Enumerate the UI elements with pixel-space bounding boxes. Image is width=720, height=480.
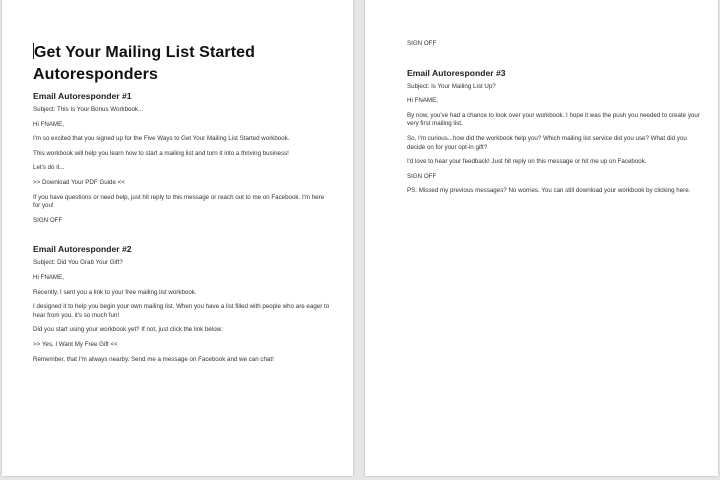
autoresponder-1-greeting: Hi FNAME, [33,120,64,128]
autoresponder-3-paragraph-2: So, I'm curious...how did the workbook help you? Which mailing list service did you use? What did you decide on for your opt-in gift? [407,134,687,151]
autoresponder-1-paragraph-3: Let's do it... [33,164,65,172]
autoresponder-2-paragraph-5: Remember, that I'm always nearby. Send me a message on Facebook and we can chat! [33,355,274,363]
autoresponder-3-greeting: Hi FNAME, [407,97,438,105]
autoresponder-2-heading: Email Autoresponder #2 [33,244,132,255]
autoresponder-1-signoff: SIGN OFF [33,216,63,224]
document-title-text: Get Your Mailing List Started Autoresponders [33,44,256,83]
autoresponder-3-signoff: SIGN OFF [407,172,437,180]
autoresponder-2-subject: Subject: Did You Grab Your Gift? [33,259,123,267]
autoresponder-1-paragraph-2: This workbook will help you learn how to start a mailing list and turn it into a thriving business! [33,149,289,157]
document-page-1[interactable] [2,0,353,476]
autoresponder-3-subject: Subject: Is Your Mailing List Up? [407,82,496,90]
autoresponder-2-paragraph-2: I designed it to help you begin your own mailing list. When you have a list filled with people who are eager to hear from you, it's so much fun! [33,303,330,319]
autoresponder-1-subject: Subject: This Is Your Bonus Workbook... [33,106,144,113]
autoresponder-2-gift-link: >> Yes, I Want My Free Gift << [33,340,118,348]
autoresponder-3-postscript: PS: Missed my previous messages? No worries. You can still download your workbook by clicking here. [407,187,691,195]
autoresponder-1-download-link: >> Download Your PDF Guide << [33,178,125,186]
autoresponder-3-heading: Email Autoresponder #3 [407,67,506,78]
page-1-content [33,42,333,370]
autoresponder-2-paragraph-1: Recently, I sent you a link to your free mailing list workbook. [33,288,197,296]
autoresponder-1-heading: Email Autoresponder #1 [33,91,132,101]
autoresponder-3-paragraph-1: By now, you've had a chance to look over your workbook. I hope it was the push you needed to create your very first mailing list. [407,111,700,128]
page-2-content [407,40,703,202]
autoresponder-3-paragraph-3: I'd love to hear your feedback! Just hit reply on this message or hit me up on Facebook. [407,158,647,166]
autoresponder-1-paragraph-5: If you have questions or need help, just hit reply to this message or reach out to me on Facebook. I'm here for you! [33,193,325,210]
document-title [33,42,333,86]
document-page-2[interactable] [365,0,718,476]
autoresponder-1-paragraph-1: I'm so excited that you signed up for the Five Ways to Get Your Mailing List Started workbook. [33,135,290,143]
autoresponder-2-paragraph-3: Did you start using your workbook yet? If not, just click the link below: [33,326,223,334]
autoresponder-2-greeting: Hi FNAME, [33,273,64,281]
page-2-signoff-top: SIGN OFF [407,40,437,47]
